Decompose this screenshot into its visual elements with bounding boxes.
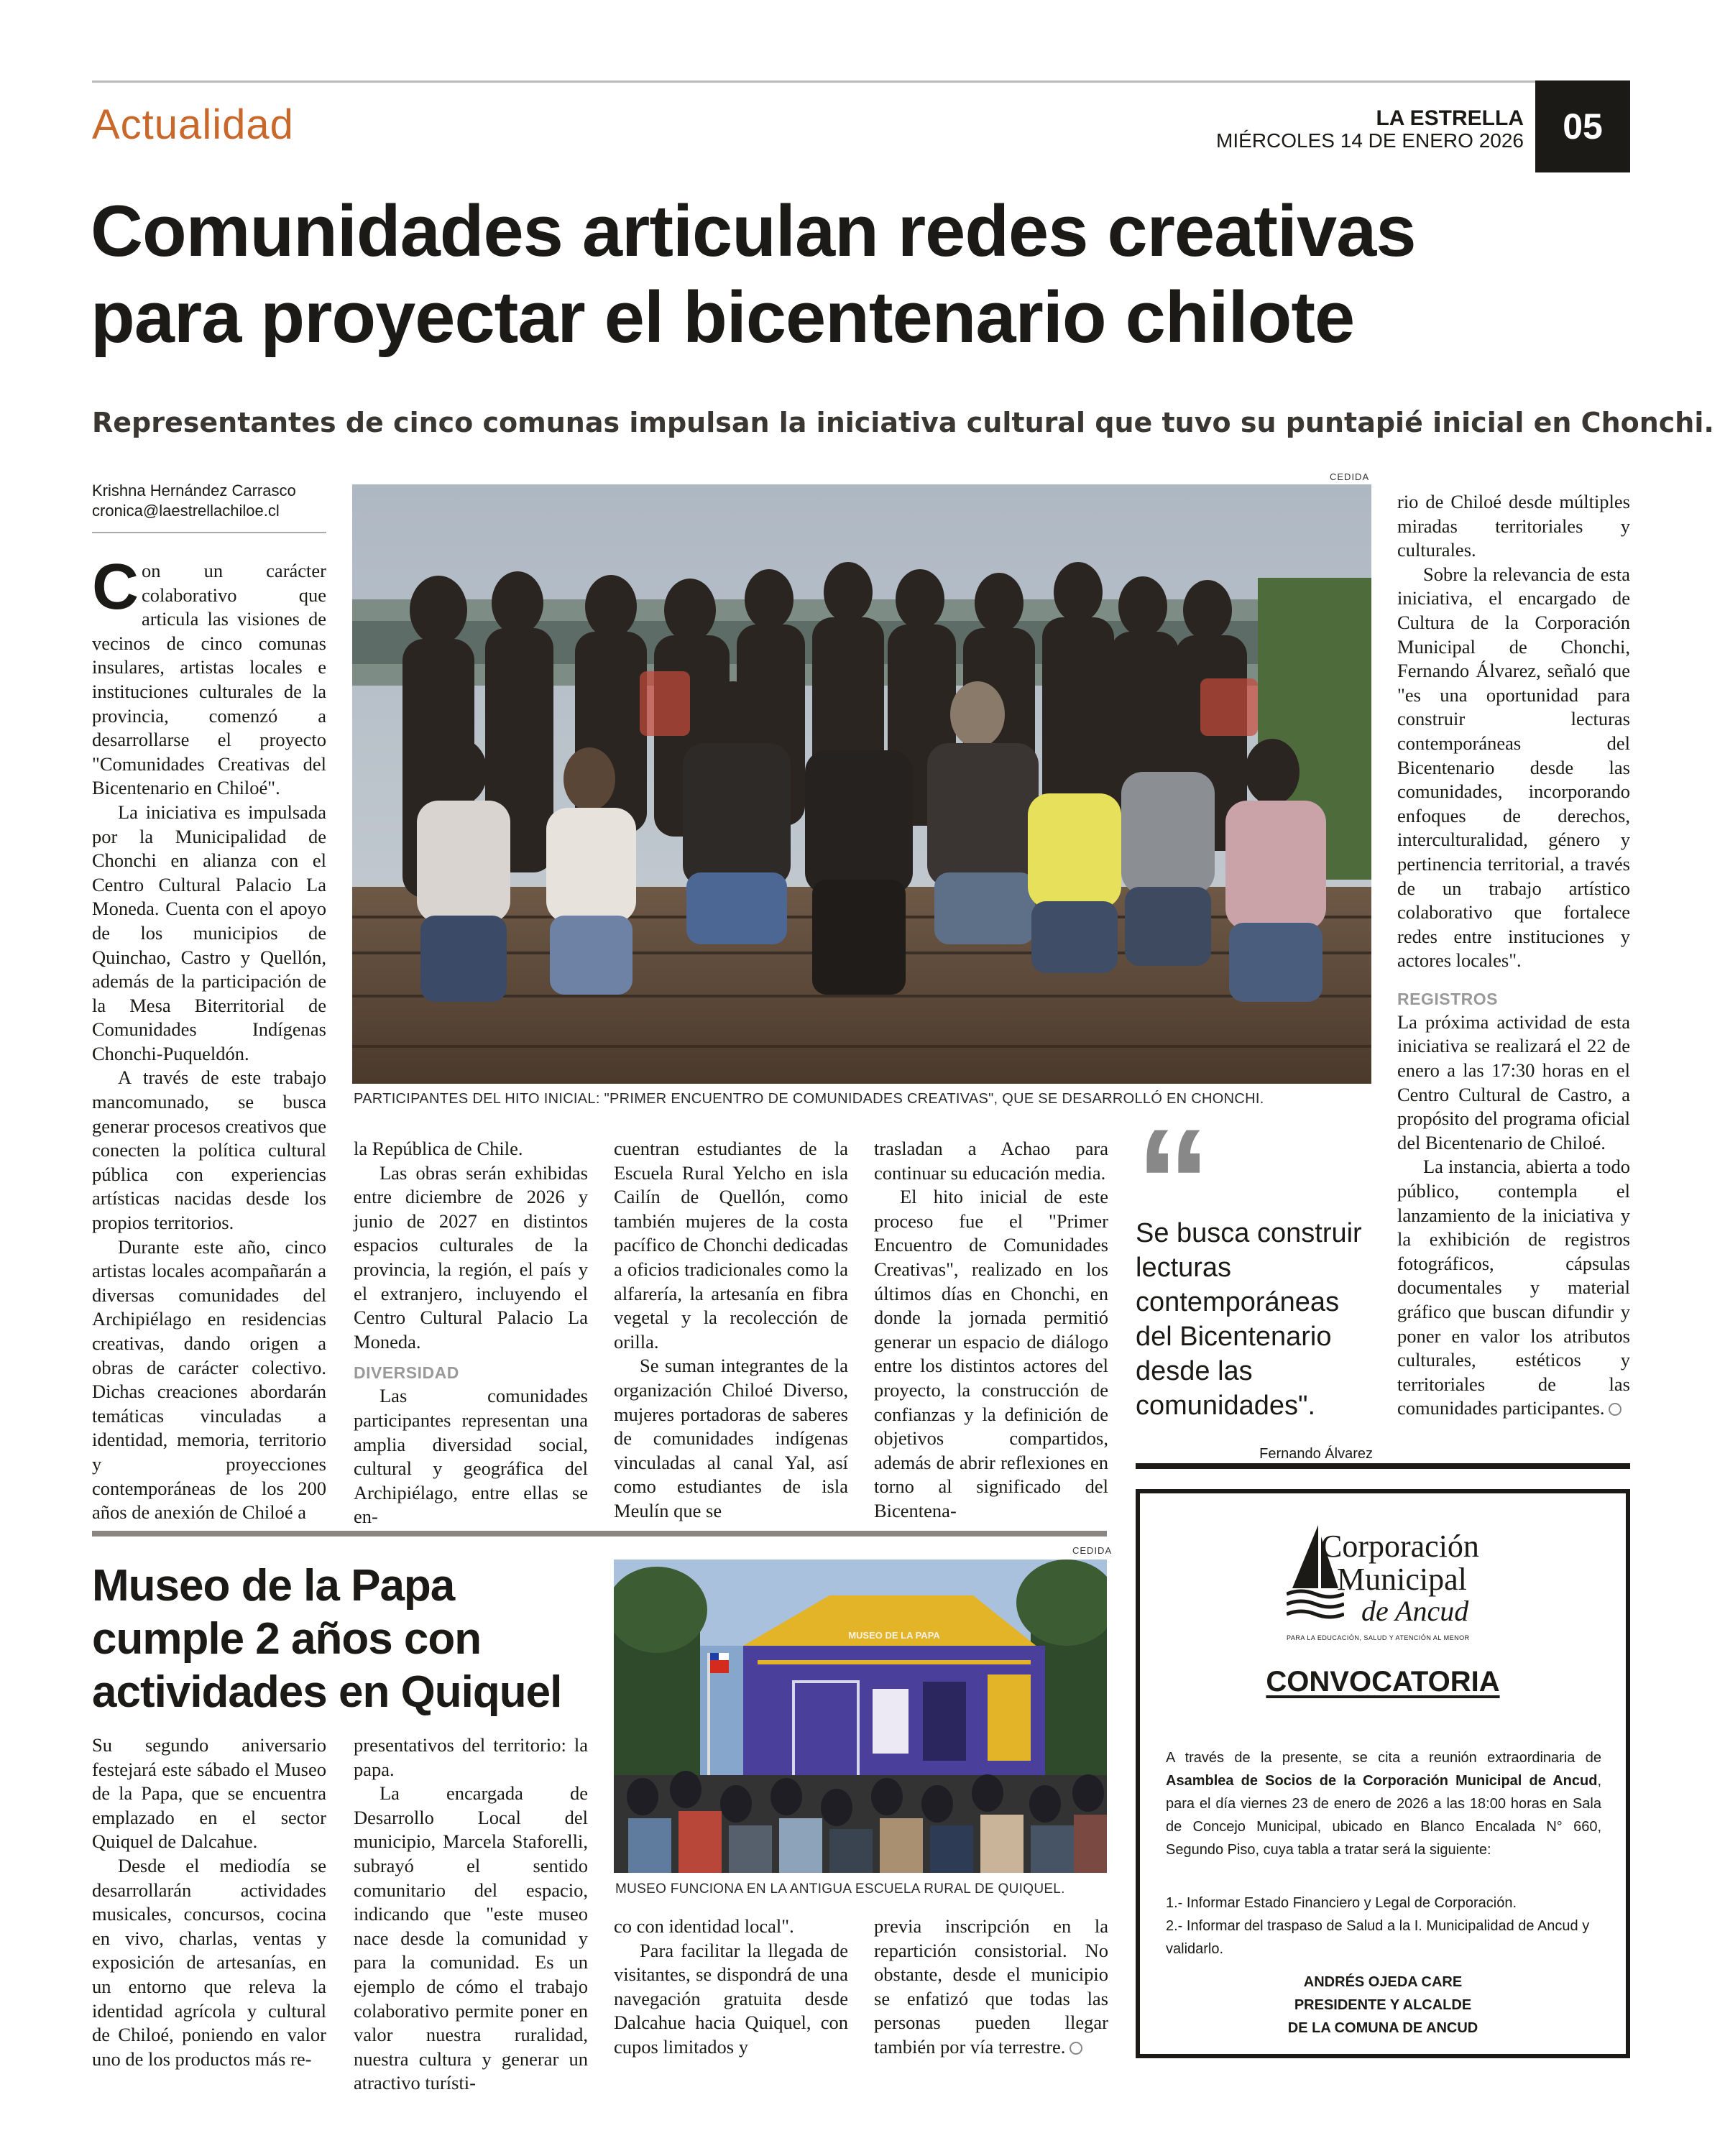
museo-sign: MUSEO DE LA PAPA	[848, 1630, 940, 1641]
museo-col-2: presentativos del territorio: la papa. La encargada de Desarrollo Local del municipio, Marcela Staforelli, subrayó el sentido comunitario del espacio, indicando que "este museo nace desde la comunidad y para la comunidad. Es un ejemplo de cómo el trabajo colaborativo permite poner en valor nuestra ruralidad, nuestra cultura y generar un atractivo turísti-	[354, 1734, 588, 2094]
article-col-4: trasladan a Achao para continuar su educación media. El hito inicial de este proceso fue el "Primer Encuentro de Comunidades Creativas", realizado en los últimos días en Chonchi, en donde la jornada permitió generar un espacio de diálogo entre los distintos actores del proyecto, la construcción de confianzas y la definición de objetivos compartidos, además de abrir reflexiones en torno al significado del Bicentena-	[874, 1138, 1108, 1521]
signer-title: PRESIDENTE Y ALCALDE	[1294, 1997, 1472, 2013]
quote-text: Se busca construir lecturas contemporáneas del Bicentenario desde las comunidades".	[1136, 1218, 1362, 1421]
logo-line2: Municipal	[1337, 1562, 1467, 1597]
agenda-item: 1.- Informar Estado Financiero y Legal de Corporación.	[1166, 1895, 1517, 1911]
signer-title: DE LA COMUNA DE ANCUD	[1287, 2020, 1478, 2036]
logo-tagline: PARA LA EDUCACIÓN, SALUD Y ATENCIÓN AL MENOR	[1287, 1634, 1470, 1641]
ad-logo	[1287, 1522, 1502, 1651]
main-headline: Comunidades articulan redes creativas para proyectar el bicentenario chilote	[91, 191, 1416, 358]
ad-signature	[1140, 1971, 1626, 2040]
convocatoria-ad	[1136, 1489, 1630, 2058]
page-number: 05	[1535, 80, 1630, 172]
end-mark-icon	[1609, 1403, 1622, 1416]
museo-photo-credit: CEDIDA	[1072, 1545, 1113, 1556]
quote-author: Fernando Álvarez	[1259, 1446, 1373, 1462]
byline	[92, 482, 326, 520]
top-rule	[92, 80, 1630, 83]
subheadline: Representantes de cinco comunas impulsan la iniciativa cultural que tuvo su puntapié inicial en Chonchi.	[92, 407, 1714, 438]
article-col-5: rio de Chiloé desde múltiples miradas territoriales y culturales. Sobre la relevancia de esta iniciativa, el encargado de Cultura de la Corporación Municipal de Chonchi, Fernando Álvarez, señaló que "es una oportunidad para construir lecturas contemporáneas del Bicentenario desde las comunidades, incorporando enfoques de derechos, interculturalidad, género y pertinencia territorial, a través de un trabajo artístico colaborativo que fortalece redes entre instituciones y actores locales". REGISTROS La próxima actividad de esta iniciativa se realizará el 22 de enero a las 17:30 horas en el Centro Cultural de Castro, a propósito del programa oficial del Bicentenario de Chiloé. La instancia, abierta a todo público, contempla el lanzamiento de la iniciativa y la exhibición de registros fotográficos, cápsulas documentales y material gráfico que buscan difundir y poner en valor los atributos culturales, estéticos y territoriales de las comunidades participantes.	[1397, 491, 1630, 1419]
museo-col-4: previa inscripción en la repartición consistorial. No obstante, desde el municipio se enfatizó que todas las personas pueden llegar también por vía terrestre.	[874, 1915, 1108, 2058]
second-article-rule	[92, 1531, 1107, 1537]
author-email: cronica@laestrellachiloe.cl	[92, 502, 280, 520]
agenda-item: 2.- Informar del traspaso de Salud a la I. Municipalidad de Ancud y validarlo.	[1166, 1918, 1590, 1957]
museo-photo	[614, 1560, 1107, 1873]
pull-quote	[1136, 1121, 1373, 1462]
signer-name: ANDRÉS OJEDA CARE	[1303, 1974, 1463, 1990]
museo-photo-caption: MUSEO FUNCIONA EN LA ANTIGUA ESCUELA RURAL DE QUIQUEL.	[615, 1881, 1065, 1897]
newspaper-name: LA ESTRELLA	[1376, 106, 1524, 130]
section-label: Actualidad	[92, 101, 294, 148]
article-col-1: Con un carácter colaborativo que articula las visiones de vecinos de cinco comunas insulares, artistas locales e instituciones culturales de la provincia, comenzó a desarrollarse el proyecto "Comunidades Creativas del Bicentenario en Chiloé". La iniciativa es impulsada por la Municipalidad de Chonchi en alianza con el Centro Cultural Palacio La Moneda. Cuenta con el apoyo de los municipios de Quinchao, Castro y Quellón, además de la participación de la Mesa Biterritorial de Comunidades Indígenas Chonchi-Puqueldón. A través de este trabajo mancomunado, se busca generar procesos creativos que conecten la política cultural pública con experiencias artísticas nacidas desde los propios territorios. Durante este año, cinco artistas locales acompañarán a diversas comunidades del Archipiélago en residencias creativas, dando origen a obras de carácter colectivo. Dichas creaciones abordarán temáticas vinculadas a identidad, memoria, territorio y proyecciones contemporáneas de los 200 años de anexión de Chiloé a	[92, 551, 326, 1524]
ad-intro: A través de la presente, se cita a reunión extraordinaria de Asamblea de Socios de la Corporación Municipal de Ancud, para el día viernes 23 de enero de 2026 a las 18:00 horas en Sala de Concejo Municipal, ubicado en Blanco Encalada N° 660, Segundo Piso, cuya tabla a tratar será la siguiente:	[1166, 1750, 1601, 1858]
author-name: Krishna Hernández Carrasco	[92, 482, 296, 499]
drop-cap: C	[92, 551, 139, 623]
byline-rule	[92, 532, 326, 533]
ad-rule	[1136, 1463, 1630, 1469]
museo-end-mark-icon	[1070, 2042, 1082, 2055]
group-photo	[352, 484, 1371, 1084]
museo-col-1: Su segundo aniversario festejará este sábado el Museo de la Papa, que se encuentra emplazado en el sector Quiquel de Dalcahue. Desde el mediodía se desarrollarán actividades musicales, concursos, cocina en vivo, charlas, ventas y exposición de artesanías, en un entorno que releva la identidad agrícola y cultural de Chiloé, poniendo en valor uno de los productos más re-	[92, 1734, 326, 2070]
ad-agenda	[1166, 1892, 1601, 1961]
edition-date: MIÉRCOLES 14 DE ENERO 2026	[1216, 129, 1524, 152]
subhead-diversidad: DIVERSIDAD	[354, 1363, 459, 1383]
photo-caption: PARTICIPANTES DEL HITO INICIAL: "PRIMER ENCUENTRO DE COMUNIDADES CREATIVAS", QUE SE DESARROLLÓ EN CHONCHI.	[354, 1091, 1264, 1107]
article-col-2: la República de Chile. Las obras serán exhibidas entre diciembre de 2026 y junio de 2027 en distintos espacios culturales de la provincia, la región, el país y el extranjero, incluyendo el Centro Cultural Palacio La Moneda. DIVERSIDAD Las comunidades participantes representan una amplia diversidad social, cultural y geográfica del Archipiélago, entre ellas se en-	[354, 1138, 588, 1528]
logo-line1: Corporación	[1321, 1529, 1479, 1564]
subhead-registros: REGISTROS	[1397, 989, 1498, 1008]
museo-col-3: co con identidad local". Para facilitar la llegada de visitantes, se dispondrá de una navegación gratuita desde Dalcahue hacia Quiquel, con cupos limitados y	[614, 1915, 848, 2058]
photo-credit: CEDIDA	[1330, 471, 1370, 482]
article-col-3: cuentran estudiantes de la Escuela Rural Yelcho en isla Cailín de Quellón, como también mujeres de la costa pacífico de Chonchi dedicadas a oficios tradicionales como la alfarería, la artesanía en fibra vegetal y la recolección de orilla. Se suman integrantes de la organización Chiloé Diverso, mujeres portadoras de saberes de comunidades indígenas vinculadas al canal Yal, así como estudiantes de isla Meulín que se	[614, 1138, 848, 1521]
quote-mark	[1136, 1121, 1373, 1200]
museo-headline: Museo de la Papa cumple 2 años con actividades en Quiquel	[92, 1561, 562, 1717]
ad-title: CONVOCATORIA	[1266, 1666, 1500, 1697]
logo-line3: de Ancud	[1361, 1595, 1469, 1627]
